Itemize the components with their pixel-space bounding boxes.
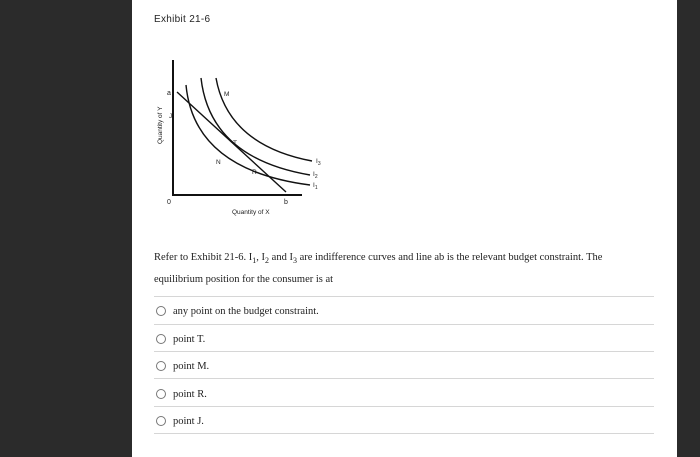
- radio-button[interactable]: [156, 389, 166, 399]
- x-axis-label: Quantity of X: [232, 209, 270, 216]
- y-axis-label: Quantity of Y: [157, 106, 164, 144]
- curve-label-i2: $I_2$: [313, 171, 318, 180]
- answer-option-point-t[interactable]: [156, 331, 205, 347]
- answer-option-any-point[interactable]: [156, 303, 319, 319]
- divider: [154, 433, 654, 434]
- curve-label-i1: $I_1$: [313, 182, 318, 191]
- answer-option-label: point T.: [173, 333, 206, 345]
- indifference-curve-i1: [186, 85, 310, 185]
- divider: [154, 296, 654, 297]
- budget-endpoint-b: b: [284, 199, 288, 206]
- question-text: Refer to Exhibit 21-6. $I_1$, $I_2$ and $I_3$ are indifference curves and line ab is the relevant budget constraint. The equilibrium position for the consumer is at: [154, 252, 603, 286]
- point-label-m: M: [224, 91, 230, 98]
- answer-option-label: point R.: [173, 388, 207, 400]
- origin-label: 0: [167, 199, 171, 206]
- answer-option-label: point J.: [173, 415, 204, 427]
- divider: [154, 406, 654, 407]
- radio-button[interactable]: [156, 361, 166, 371]
- radio-button[interactable]: [156, 416, 166, 426]
- radio-button[interactable]: [156, 306, 166, 316]
- radio-button[interactable]: [156, 334, 166, 344]
- point-label-j: J: [169, 113, 173, 120]
- point-label-r: R: [252, 169, 257, 176]
- curve-label-i3: $I_3$: [316, 158, 321, 167]
- divider: [154, 324, 654, 325]
- point-label-n: N: [216, 159, 221, 166]
- answer-option-label: any point on the budget constraint.: [173, 305, 319, 317]
- divider: [154, 378, 654, 379]
- answer-option-point-r[interactable]: [156, 386, 207, 402]
- answer-option-label: point M.: [173, 360, 210, 372]
- indifference-curve-i3: [216, 78, 312, 161]
- budget-endpoint-a: a: [167, 90, 171, 97]
- answer-option-point-m[interactable]: [156, 358, 209, 374]
- answer-option-point-j[interactable]: [156, 413, 204, 429]
- point-label-t: T: [233, 140, 237, 147]
- exhibit-title: Exhibit 21-6: [154, 14, 211, 25]
- indifference-curve-graph: [132, 0, 677, 230]
- divider: [154, 351, 654, 352]
